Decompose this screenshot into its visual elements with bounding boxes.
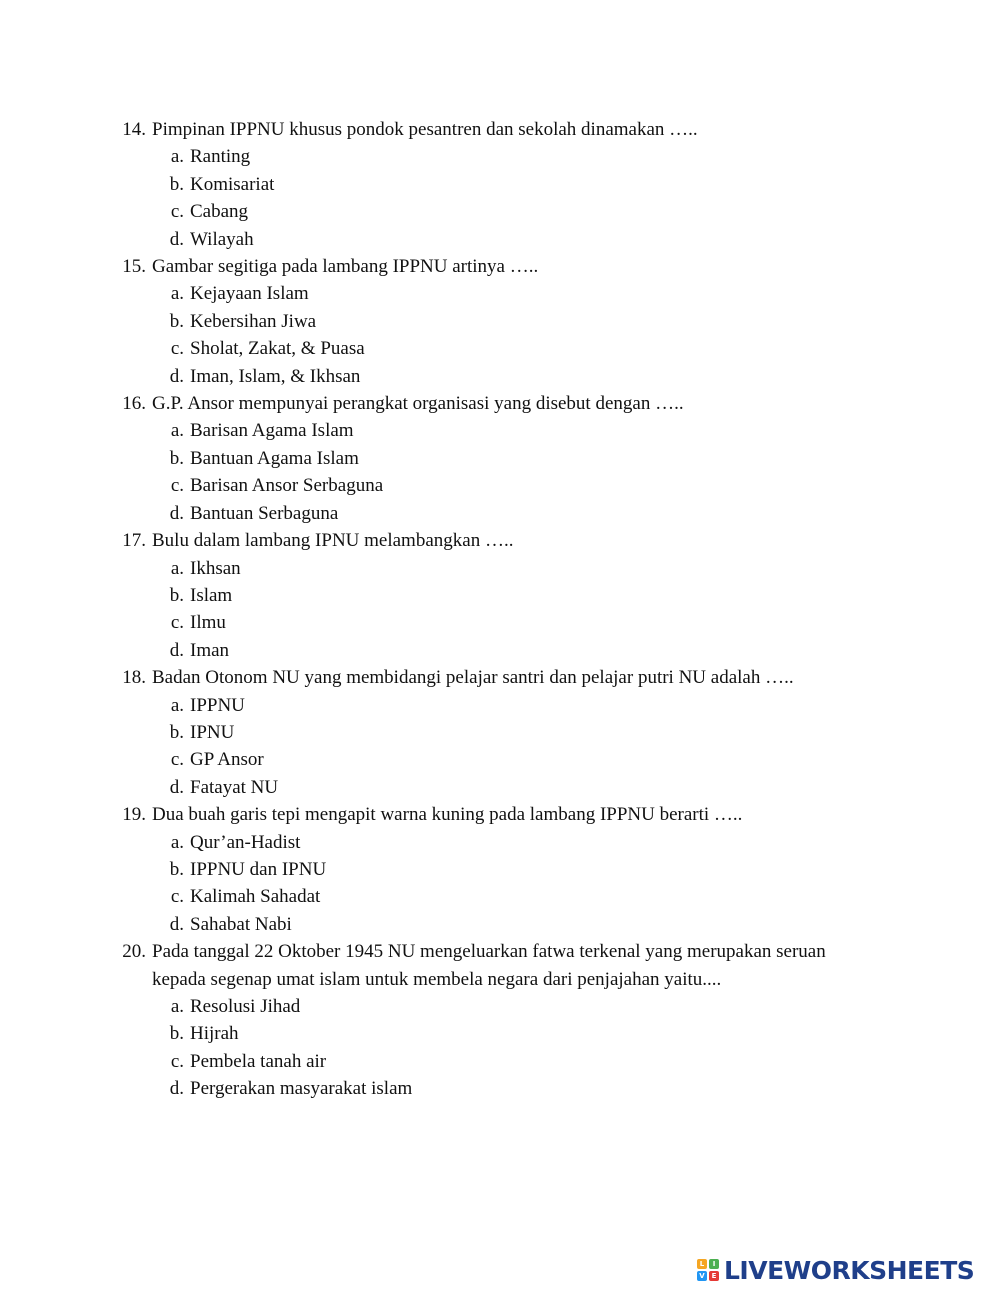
options-list (0, 692, 1000, 802)
question-number: 17. (122, 530, 146, 552)
options-list (0, 555, 1000, 665)
option-text: Sahabat Nabi (190, 913, 292, 935)
option-letter: a. (170, 996, 184, 1017)
option-text: Iman (190, 639, 230, 661)
option-text: Barisan Ansor Serbaguna (190, 475, 384, 497)
question (0, 527, 1000, 554)
answer-option (0, 363, 1000, 390)
option-text: GP Ansor (190, 749, 264, 771)
option-text: Sholat, Zakat, & Puasa (190, 338, 365, 360)
question-text: Dua buah garis tepi mengapit warna kuning pada lambang IPPNU berarti ….. (152, 804, 743, 826)
question-block (0, 390, 1000, 527)
answer-option (0, 445, 1000, 472)
option-text: Pembela tanah air (190, 1050, 327, 1072)
option-text: Kebersihan Jiwa (190, 310, 317, 332)
option-letter: b. (169, 1023, 184, 1045)
option-letter: c. (170, 612, 184, 634)
option-text: Islam (190, 584, 233, 606)
option-letter: c. (170, 475, 184, 497)
option-letter: d. (169, 913, 184, 935)
answer-option (0, 829, 1000, 856)
option-text: Pergerakan masyarakat islam (190, 1078, 413, 1100)
option-text: Ikhsan (190, 557, 241, 579)
question (0, 938, 1000, 993)
option-text: Kejayaan Islam (190, 283, 309, 305)
question (0, 390, 1000, 417)
options-list (0, 417, 1000, 527)
answer-option (0, 555, 1000, 582)
answer-option (0, 335, 1000, 362)
option-text: IPPNU dan IPNU (190, 858, 327, 880)
option-letter: b. (169, 858, 184, 880)
option-text: Ranting (190, 146, 251, 168)
answer-option (0, 582, 1000, 609)
options-list (0, 143, 1000, 253)
answer-option (0, 198, 1000, 225)
answer-option (0, 993, 1000, 1020)
answer-option (0, 1048, 1000, 1075)
option-text: Ilmu (190, 612, 226, 634)
option-text: IPNU (190, 721, 235, 743)
option-text: IPPNU (190, 694, 245, 716)
logo-wordmark: LIVEWORKSHEETS (724, 1255, 975, 1285)
question-block (0, 253, 1000, 390)
option-letter: d. (169, 639, 184, 661)
options-list (0, 829, 1000, 939)
option-text: Komisariat (190, 173, 275, 195)
answer-option (0, 226, 1000, 253)
liveworksheets-logo (697, 1253, 974, 1287)
question-number: 16. (122, 393, 146, 415)
question-text: G.P. Ansor mempunyai perangkat organisasi yang disebut dengan ….. (152, 393, 684, 415)
option-letter: c. (170, 338, 184, 360)
answer-option (0, 692, 1000, 719)
option-text: Hijrah (190, 1023, 239, 1045)
question-text: Gambar segitiga pada lambang IPPNU artinya ….. (152, 256, 539, 278)
options-list (0, 280, 1000, 390)
answer-option (0, 500, 1000, 527)
option-letter: a. (170, 146, 184, 168)
option-letter: a. (170, 557, 184, 579)
option-letter: a. (170, 694, 184, 716)
question-number: 19. (122, 804, 146, 826)
answer-option (0, 883, 1000, 910)
question-block (0, 801, 1000, 938)
option-letter: d. (169, 502, 184, 524)
answer-option (0, 774, 1000, 801)
answer-option (0, 280, 1000, 307)
question (0, 116, 1000, 143)
question-block (0, 664, 1000, 801)
option-letter: d. (169, 1078, 184, 1100)
answer-option (0, 308, 1000, 335)
option-letter: d. (169, 776, 184, 798)
question-text: Pada tanggal 22 Oktober 1945 NU mengeluarkan fatwa terkenal yang merupakan seruan kepada segenap umat islam untuk membela negara dari penjajahan yaitu.... (152, 941, 826, 990)
answer-option (0, 637, 1000, 664)
answer-option (0, 609, 1000, 636)
logo-tile-e: E (709, 1271, 719, 1281)
worksheet (0, 116, 1000, 1103)
option-text: Iman, Islam, & Ikhsan (190, 365, 361, 387)
question-text: Badan Otonom NU yang membidangi pelajar santri dan pelajar putri NU adalah ….. (152, 667, 794, 689)
option-text: Bantuan Agama Islam (190, 447, 359, 469)
question (0, 253, 1000, 280)
option-text: Barisan Agama Islam (190, 420, 354, 442)
logo-tile-v: V (697, 1271, 707, 1281)
liveworksheets-logo-icon (697, 1259, 719, 1281)
option-text: Bantuan Serbaguna (190, 502, 339, 524)
question (0, 801, 1000, 828)
options-list (0, 993, 1000, 1103)
option-letter: a. (170, 283, 184, 305)
logo-tile-i: I (709, 1259, 719, 1269)
option-text: Cabang (190, 201, 249, 223)
option-letter: c. (170, 886, 184, 908)
option-letter: b. (169, 173, 184, 195)
answer-option (0, 719, 1000, 746)
question-number: 14. (122, 119, 146, 140)
question-number: 15. (122, 256, 146, 278)
question-text: Pimpinan IPPNU khusus pondok pesantren dan sekolah dinamakan ….. (152, 119, 698, 140)
answer-option (0, 856, 1000, 883)
option-letter: b. (169, 721, 184, 743)
option-letter: d. (169, 228, 184, 250)
question-text: Bulu dalam lambang IPNU melambangkan ….. (152, 530, 514, 552)
option-letter: c. (170, 201, 184, 223)
option-letter: c. (170, 1050, 184, 1072)
question-number: 18. (122, 667, 146, 689)
question-block (0, 938, 1000, 1102)
option-text: Resolusi Jihad (190, 996, 301, 1017)
answer-option (0, 911, 1000, 938)
question (0, 664, 1000, 691)
question-number: 20. (122, 941, 146, 963)
question-block (0, 527, 1000, 664)
option-letter: b. (169, 310, 184, 332)
logo-tile-l: L (697, 1259, 707, 1269)
option-text: Wilayah (190, 228, 254, 250)
answer-option (0, 1020, 1000, 1047)
answer-option (0, 1075, 1000, 1102)
option-letter: c. (170, 749, 184, 771)
answer-option (0, 472, 1000, 499)
option-text: Qur’an-Hadist (190, 831, 301, 853)
question-block (0, 116, 1000, 253)
option-letter: a. (170, 420, 184, 442)
option-letter: b. (169, 447, 184, 469)
answer-option (0, 143, 1000, 170)
option-text: Kalimah Sahadat (190, 886, 321, 908)
answer-option (0, 417, 1000, 444)
option-letter: d. (169, 365, 184, 387)
answer-option (0, 171, 1000, 198)
option-letter: b. (169, 584, 184, 606)
answer-option (0, 746, 1000, 773)
option-letter: a. (170, 831, 184, 853)
option-text: Fatayat NU (190, 776, 279, 798)
